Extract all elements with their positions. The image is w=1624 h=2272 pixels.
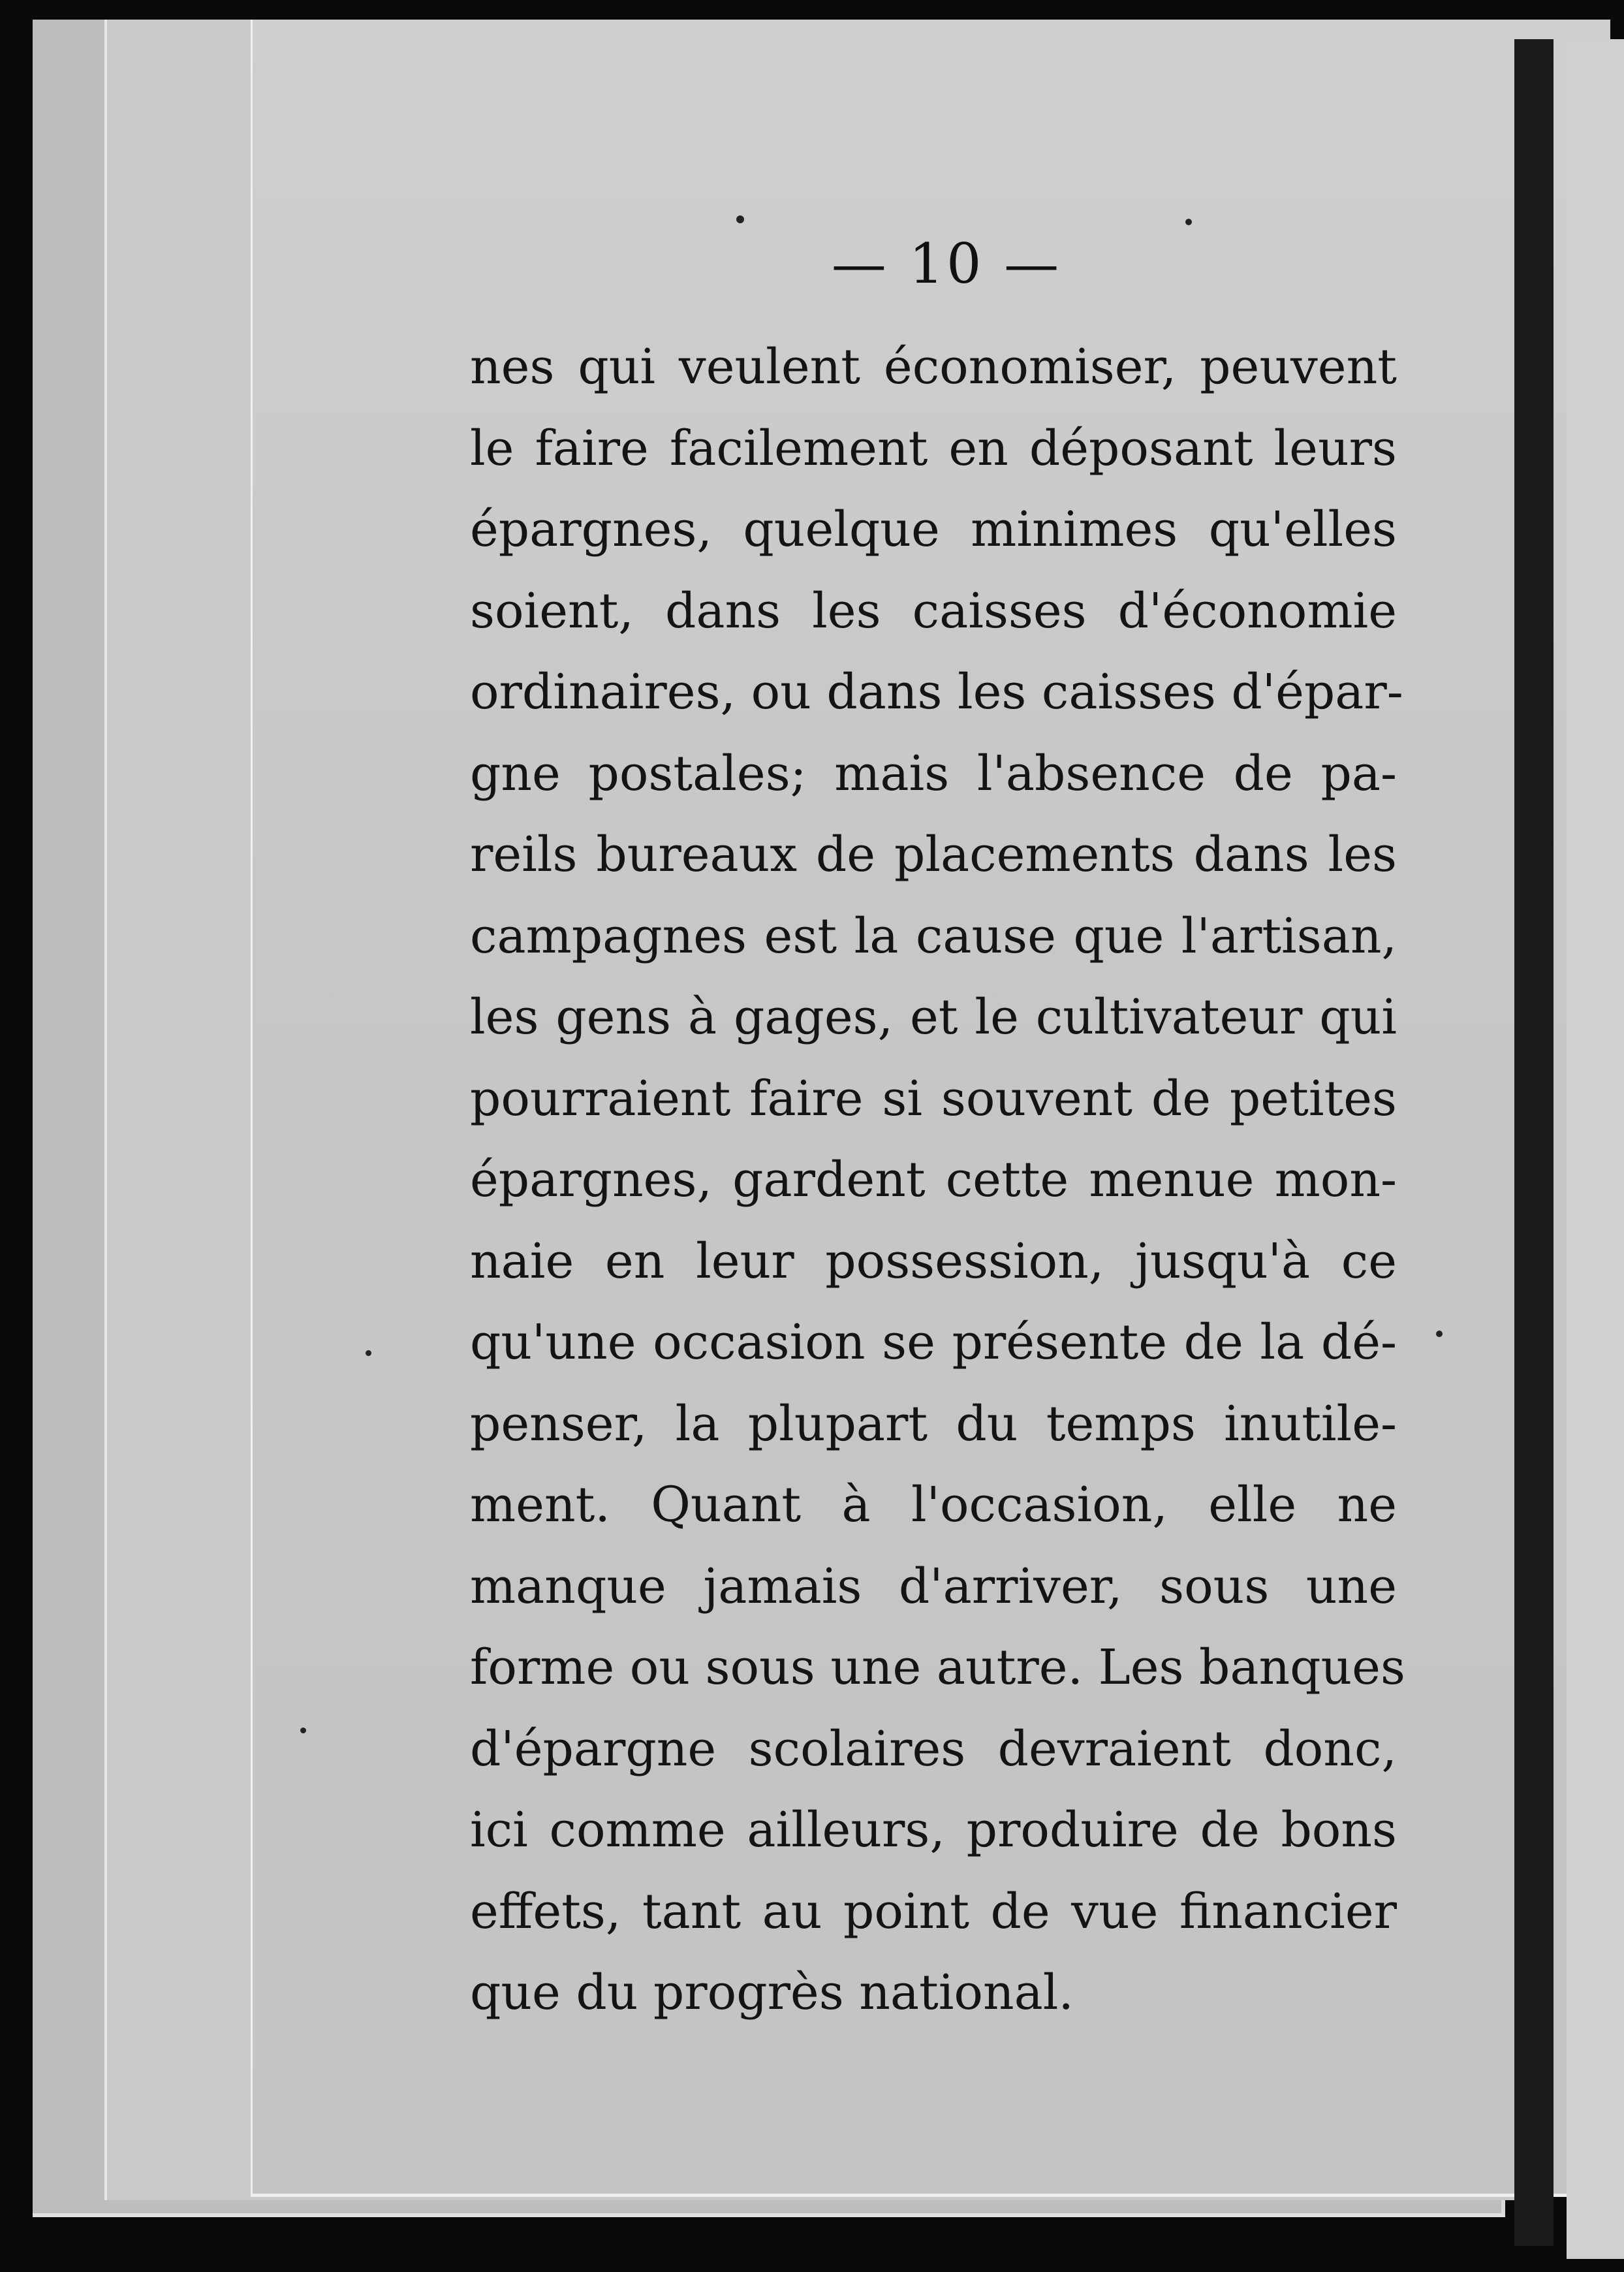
text-line: épargnes, quelque minimes qu'elles [470, 501, 1397, 558]
binding-shadow [1514, 39, 1554, 2246]
text-line: effets, tant au point de vue financier [470, 1883, 1397, 1940]
text-line: soient, dans les caisses d'économie [470, 582, 1397, 639]
text-line: ici comme ailleurs, produire de bons [470, 1802, 1397, 1858]
body-text [470, 326, 1405, 2034]
text-line: forme ou sous une autre. Les banques [470, 1639, 1405, 1696]
text-line: qu'une occasion se présente de la dé- [470, 1314, 1397, 1370]
text-line: penser, la plupart du temps inutile- [470, 1395, 1397, 1452]
scan-speck [366, 1350, 371, 1356]
text-line: campagnes est la cause que l'artisan, [470, 907, 1397, 964]
scan-speck [1185, 219, 1192, 225]
text-line: les gens à gages, et le cultivateur qui [470, 989, 1397, 1045]
text-line: ordinaires, ou dans les caisses d'épar- [470, 664, 1403, 720]
text-line: manque jamais d'arriver, sous une [470, 1558, 1397, 1615]
facing-page-edge [1567, 39, 1624, 2259]
text-line: nes qui veulent économiser, peuvent [470, 339, 1397, 395]
text-line: gne postales; mais l'absence de pa- [470, 745, 1397, 802]
page-number: — 10 — [831, 232, 1062, 296]
text-line: le faire facilement en déposant leurs [470, 420, 1397, 477]
scan-speck [736, 215, 744, 223]
text-line: reils bureaux de placements dans les [470, 827, 1397, 883]
text-line: ment. Quant à l'occasion, elle ne [470, 1477, 1397, 1533]
text-line: épargnes, gardent cette menue mon- [470, 1152, 1397, 1208]
text-line: que du progrès national. [470, 1964, 1074, 2021]
scan-speck [300, 1728, 306, 1733]
text-line: naie en leur possession, jusqu'à ce [470, 1233, 1397, 1289]
text-line: pourraient faire si souvent de petites [470, 1070, 1397, 1127]
text-line: d'épargne scolaires devraient donc, [470, 1720, 1397, 1777]
scan-speck [1436, 1331, 1443, 1337]
